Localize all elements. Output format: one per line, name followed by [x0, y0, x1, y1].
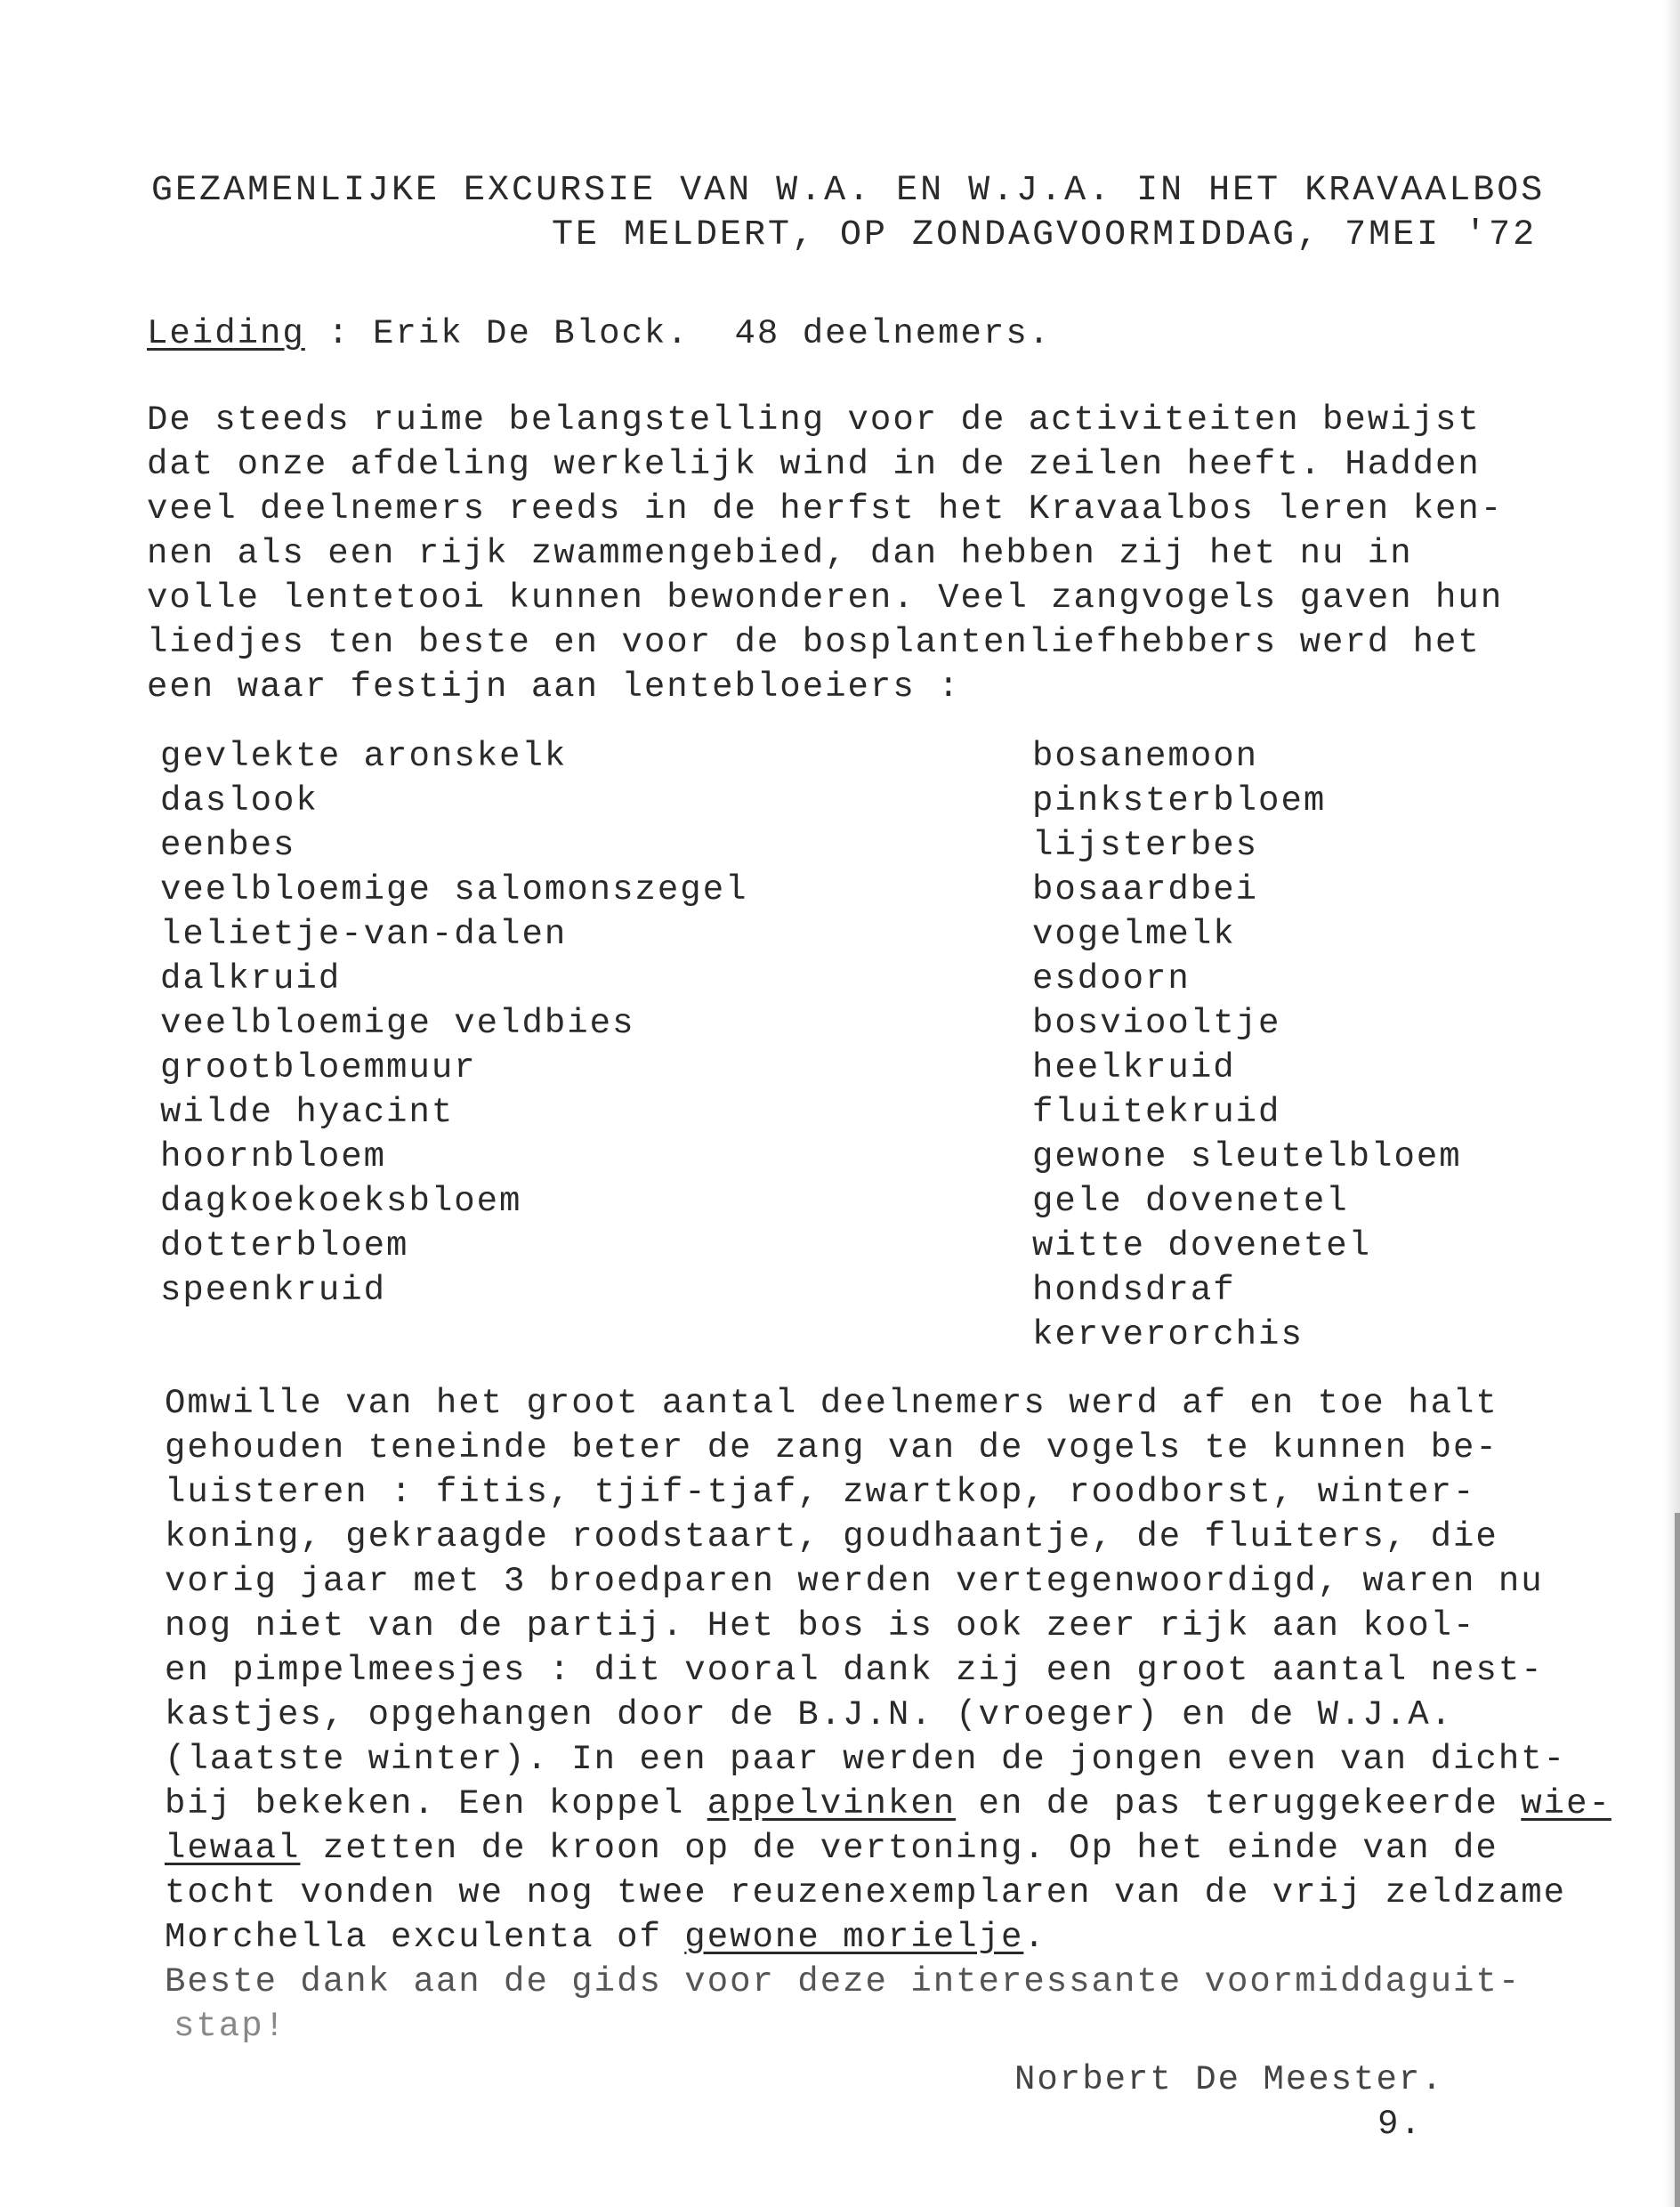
leading-line: [147, 311, 1051, 356]
underlined-term: gewone morielje: [684, 1918, 1024, 1957]
list-item: eenbes: [160, 826, 296, 865]
list-item: lijsterbes: [1032, 826, 1259, 865]
body-line: stap!: [174, 2007, 287, 2046]
list-item: pinksterbloem: [1032, 781, 1327, 821]
body-line: (laatste winter). In een paar werden de jongen even van dicht-: [165, 1740, 1567, 1779]
body-line: koning, gekraagde roodstaart, goudhaantje, de fluiters, die: [165, 1517, 1498, 1556]
intro-line: De steeds ruime belangstelling voor de activiteiten bewijst: [147, 400, 1481, 440]
list-item: grootbloemmuur: [160, 1048, 477, 1087]
body-text: .: [1023, 1918, 1046, 1957]
list-item: daslook: [160, 781, 319, 821]
body-line: luisteren : fitis, tjif-tjaf, zwartkop, roodborst, winter-: [165, 1473, 1476, 1512]
body-line: nog niet van de partij. Het bos is ook zeer rijk aan kool-: [165, 1606, 1476, 1645]
body-line: [165, 1782, 1611, 1826]
underlined-term: wie-: [1521, 1784, 1611, 1823]
underlined-term: lewaal: [165, 1829, 301, 1868]
intro-line: volle lentetooi kunnen bewonderen. Veel zangvogels gaven hun: [147, 578, 1504, 618]
page-number: 9.: [1377, 2105, 1423, 2144]
list-item: hoornbloem: [160, 1137, 387, 1176]
list-item: dalkruid: [160, 959, 342, 998]
list-item: bosaardbei: [1032, 870, 1259, 909]
body-line: [165, 1826, 1498, 1871]
signature: Norbert De Meester.: [1014, 2060, 1444, 2099]
body-line: gehouden teneinde beter de zang van de vogels te kunnen be-: [165, 1428, 1498, 1467]
list-item: wilde hyacint: [160, 1093, 455, 1132]
body-line: tocht vonden we nog twee reuzenexemplaren van de vrij zeldzame: [165, 1873, 1567, 1912]
body-line: [165, 1915, 1046, 1960]
title-line-1: GEZAMENLIJKE EXCURSIE VAN W.A. EN W.J.A. IN HET KRAVAALBOS: [151, 171, 1546, 211]
list-item: fluitekruid: [1032, 1093, 1281, 1132]
list-item: gevlekte aronskelk: [160, 737, 568, 776]
body-line: en pimpelmeesjes : dit vooral dank zij een groot aantal nest-: [165, 1651, 1544, 1690]
list-item: kerverorchis: [1032, 1315, 1304, 1354]
underlined-term: appelvinken: [707, 1784, 957, 1823]
leading-label: Leiding: [147, 314, 305, 353]
body-line: kastjes, opgehangen door de B.J.N. (vroeger) en de W.J.A.: [165, 1695, 1454, 1734]
body-line: vorig jaar met 3 broedparen werden vertegenwoordigd, waren nu: [165, 1562, 1544, 1601]
body-text: bij bekeken. Een koppel: [165, 1784, 707, 1823]
list-item: speenkruid: [160, 1271, 387, 1310]
list-item: witte dovenetel: [1032, 1226, 1372, 1265]
list-item: hondsdraf: [1032, 1271, 1236, 1310]
list-item: gele dovenetel: [1032, 1182, 1349, 1221]
list-item: bosviooltje: [1032, 1004, 1281, 1043]
page-edge-line: [1675, 1513, 1680, 2207]
list-item: heelkruid: [1032, 1048, 1236, 1087]
body-text: zetten de kroon op de vertoning. Op het einde van de: [300, 1829, 1498, 1868]
list-item: vogelmelk: [1032, 915, 1236, 954]
list-item: veelbloemige salomonszegel: [160, 870, 748, 909]
intro-line: veel deelnemers reeds in de herfst het Kravaalbos leren ken-: [147, 489, 1504, 529]
intro-line: een waar festijn aan lentebloeiers :: [147, 667, 961, 707]
body-line: Omwille van het groot aantal deelnemers werd af en toe halt: [165, 1384, 1498, 1423]
list-item: dotterbloem: [160, 1226, 409, 1265]
intro-line: liedjes ten beste en voor de bosplantenliefhebbers werd het: [147, 623, 1481, 662]
list-item: gewone sleutelbloem: [1032, 1137, 1462, 1176]
body-text: en de pas teruggekeerde: [956, 1784, 1522, 1823]
list-item: dagkoekoeksbloem: [160, 1182, 522, 1221]
list-item: veelbloemige veldbies: [160, 1004, 635, 1043]
intro-line: dat onze afdeling werkelijk wind in de zeilen heeft. Hadden: [147, 445, 1481, 484]
list-item: esdoorn: [1032, 959, 1191, 998]
list-item: bosanemoon: [1032, 737, 1259, 776]
leading-text: : Erik De Block. 48 deelnemers.: [304, 314, 1052, 353]
title-line-2: TE MELDERT, OP ZONDAGVOORMIDDAG, 7MEI '72: [552, 215, 1538, 255]
body-text: Morchella exculenta of: [165, 1918, 685, 1957]
body-line: Beste dank aan de gids voor deze interessante voormiddaguit-: [165, 1962, 1522, 2001]
intro-line: nen als een rijk zwammengebied, dan hebben zij het nu in: [147, 534, 1413, 573]
list-item: lelietje-van-dalen: [160, 915, 568, 954]
